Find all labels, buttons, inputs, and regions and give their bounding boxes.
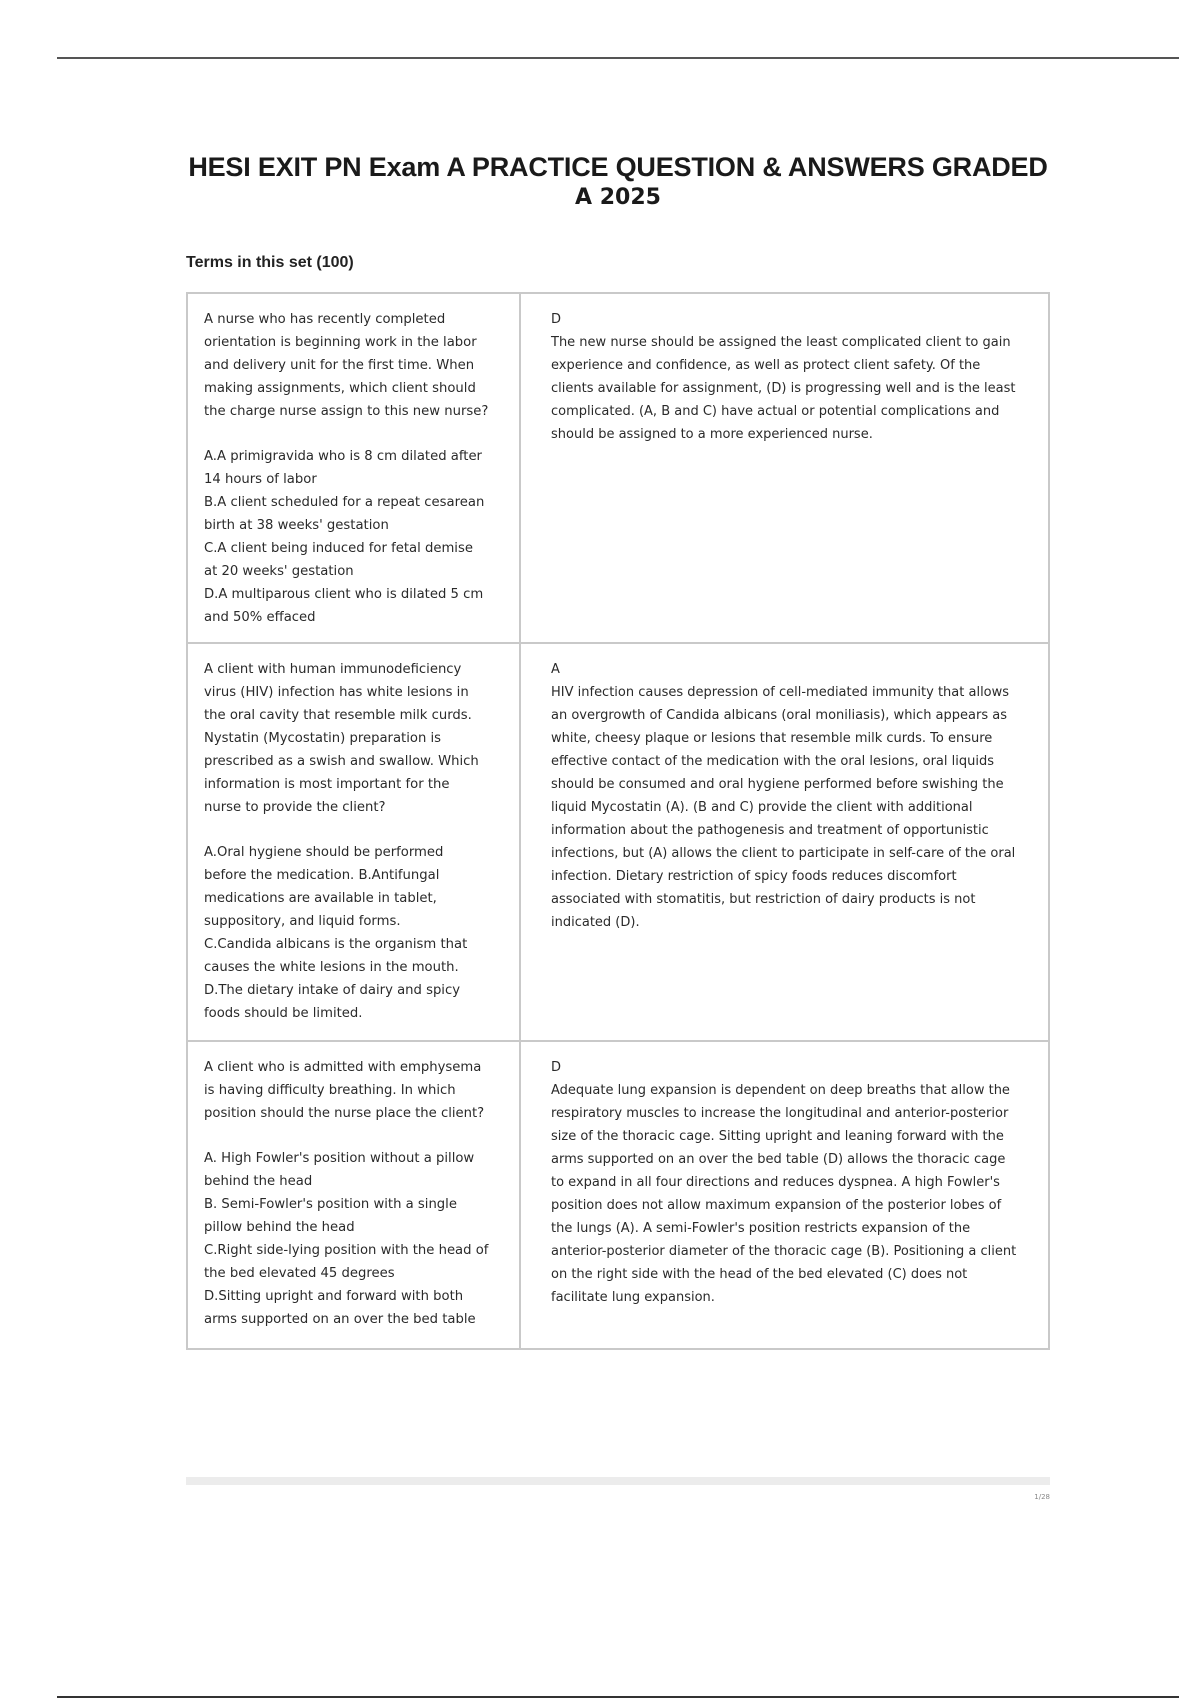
flashcard-row xyxy=(188,1042,1048,1348)
option-a: A.A primigravida who is 8 cm dilated after 14 hours of labor xyxy=(204,449,482,487)
option-d: D.Sitting upright and forward with both arms supported on an over the bed table xyxy=(204,1289,476,1327)
flashcard-row xyxy=(188,644,1048,1042)
page-subtitle: A 2025 xyxy=(575,185,661,210)
option-c: C.A client being induced for fetal demise at 20 weeks' gestation xyxy=(204,541,473,579)
answer-explanation: The new nurse should be assigned the least complicated client to gain experience and confidence, as well as protect client safety. Of the clients available for assignment, (D) is progressing well and is the least complicated. (A, B and C) have actual or potential complications and should be assigned to a more experienced nurse. xyxy=(551,335,1016,442)
option-a: A. High Fowler's position without a pillow behind the head xyxy=(204,1151,475,1189)
page-number: 1/28 xyxy=(1034,1493,1050,1501)
option-b: B.A client scheduled for a repeat cesarean birth at 38 weeks' gestation xyxy=(204,495,485,533)
answer-letter: D xyxy=(551,1060,562,1075)
answer-letter: A xyxy=(551,662,560,677)
terms-heading: Terms in this set (100) xyxy=(186,254,354,271)
answer-letter: D xyxy=(551,312,562,327)
question-text: A nurse who has recently completed orientation is beginning work in the labor and delivery unit for the first time. When making assignments, which client should the charge nurse assign to this new nurse? xyxy=(204,312,489,419)
option-a-b: A.Oral hygiene should be performed before the medication. B.Antifungal medications are available in tablet, suppository, and liquid forms. xyxy=(204,845,444,929)
term-cell xyxy=(188,1042,521,1348)
option-c: C.Right side-lying position with the head of the bed elevated 45 degrees xyxy=(204,1243,489,1281)
option-d: D.A multiparous client who is dilated 5 cm and 50% effaced xyxy=(204,587,484,625)
term-cell xyxy=(188,644,521,1040)
title-block xyxy=(186,150,1050,212)
option-d: D.The dietary intake of dairy and spicy foods should be limited. xyxy=(204,983,461,1021)
definition-cell xyxy=(521,1042,1048,1348)
bottom-rule xyxy=(57,1696,1179,1698)
flashcard-table xyxy=(186,292,1050,1350)
top-rule xyxy=(57,57,1179,59)
page-title: HESI EXIT PN Exam A PRACTICE QUESTION & ANSWERS GRADED xyxy=(188,152,1048,182)
flashcard-row xyxy=(188,294,1048,644)
question-text: A client who is admitted with emphysema is having difficulty breathing. In which position should the nurse place the client? xyxy=(204,1060,485,1121)
option-c: C.Candida albicans is the organism that causes the white lesions in the mouth. xyxy=(204,937,468,975)
answer-explanation: HIV infection causes depression of cell-mediated immunity that allows an overgrowth of Candida albicans (oral moniliasis), which appears as white, cheesy plaque or lesions that resemble milk curds. To ensure effective contact of the medication with the oral lesions, oral liquids should be consumed and oral hygiene performed before swishing the liquid Mycostatin (A). (B and C) provide the client with additional information about the pathogenesis and treatment of opportunistic infections, but (A) allows the client to participate in self-care of the oral infection. Dietary restriction of spicy foods reduces discomfort associated with stomatitis, but restriction of dairy products is not indicated (D). xyxy=(551,685,1016,930)
definition-cell xyxy=(521,644,1048,1040)
answer-explanation: Adequate lung expansion is dependent on deep breaths that allow the respiratory muscles to increase the longitudinal and anterior-posterior size of the thoracic cage. Sitting upright and leaning forward with the arms supported on an over the bed table (D) allows the thoracic cage to expand in all four directions and reduces dyspnea. A high Fowler's position does not allow maximum expansion of the posterior lobes of the lungs (A). A semi-Fowler's position restricts expansion of the anterior-posterior diameter of the thoracic cage (B). Positioning a client on the right side with the head of the bed elevated (C) does not facilitate lung expansion. xyxy=(551,1083,1017,1305)
question-text: A client with human immunodeficiency virus (HIV) infection has white lesions in the oral cavity that resemble milk curds. Nystatin (Mycostatin) preparation is prescribed as a swish and swallow. Which information is most important for the nurse to provide the client? xyxy=(204,662,479,815)
definition-cell xyxy=(521,294,1048,642)
term-cell xyxy=(188,294,521,642)
option-b: B. Semi-Fowler's position with a single pillow behind the head xyxy=(204,1197,457,1235)
footer-bar xyxy=(186,1477,1050,1485)
